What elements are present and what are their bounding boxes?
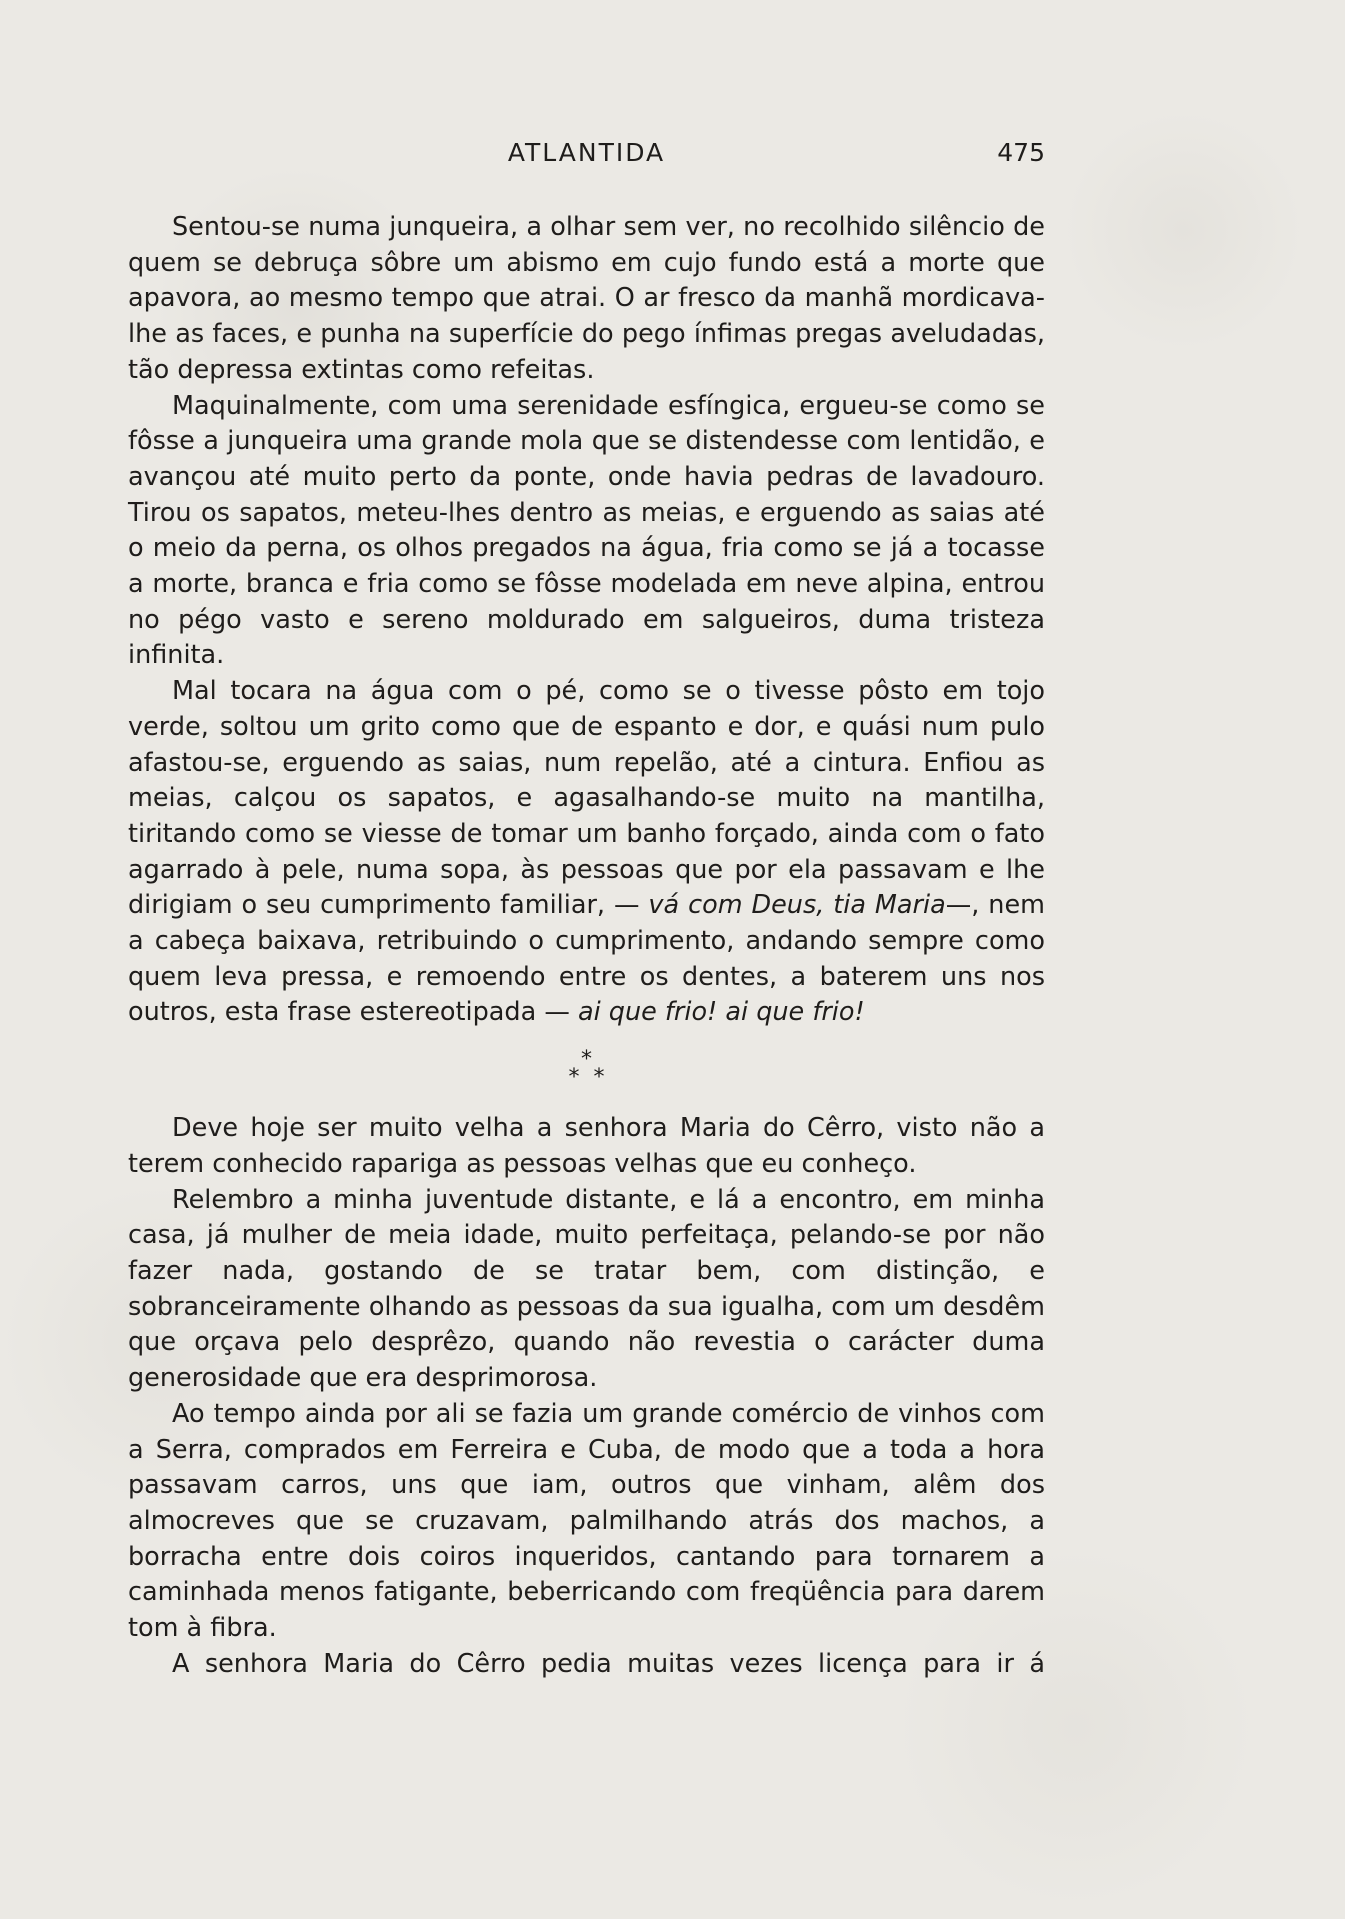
paragraph-6: Ao tempo ainda por ali se fazia um grande comércio de vinhos com a Serra, comprados em Ferreira e Cuba, de modo que a toda a hora passavam carros, uns que iam, outros que vinham, alêm dos almocreves que se cruzavam, palmilhando atrás dos machos, a borracha entre dois coiros inqueridos, cantando para tornarem a caminhada menos fatigante, beberricando com freqüência para darem tom à fibra. (128, 1398, 1045, 1644)
page-number: 475 (997, 138, 1045, 167)
paragraph-3-italic-phrase: ai que frio! ai que frio! (577, 997, 865, 1028)
paragraph-5: Relembro a minha juventude distante, e lá a encontro, em minha casa, já mulher de meia idade, muito perfeitaça, pelando-se por não fazer nada, gostando de se tratar bem, com distinção, e sobranceiramente olhando as pessoas da sua igualha, com um desdêm que orçava pelo desprêzo, quando não revestia o carácter duma generosidade que era desprimorosa. (128, 1184, 1045, 1394)
paragraph-4: Deve hoje ser muito velha a senhora Maria do Cêrro, visto não a terem conhecido rapariga as pessoas velhas que eu conheço. (128, 1113, 1045, 1179)
running-header (128, 138, 1045, 178)
paragraph-2: Maquinalmente, com uma serenidade esfíngica, ergueu-se como se fôsse a junqueira uma grande mola que se distendesse com lentidão, e avançou até muito perto da ponte, onde havia pedras de lavadouro. Tirou os sapatos, meteu-lhes dentro as meias, e erguendo as saias até o meio da perna, os olhos pregados na água, fria como se já a tocasse a morte, branca e fria como se fôsse modelada em neve alpina, entrou no pégo vasto e sereno moldurado em salgueiros, duma tristeza infinita. (128, 390, 1045, 671)
paragraph-3-text-a: Mal tocara na água com o pé, como se o tivesse pôsto em tojo verde, soltou um grito como que de espanto e dor, e quási num pulo afastou-se, erguendo as saias, num repelão, até a cintura. Enfiou as meias, calçou os sapatos, e agasalhando-se muito na mantilha, tiritando como se viesse de tomar um banho forçado, ainda com o fato agarrado à pele, numa sopa, às pessoas que por ela passavam e lhe dirigiam o seu cumprimento familiar, — (128, 676, 1045, 921)
body-text (128, 210, 1045, 1682)
running-title: ATLANTIDA (507, 138, 666, 167)
paragraph-1: Sentou-se numa junqueira, a olhar sem ver, no recolhido silêncio de quem se debruça sôbre um abismo em cujo fundo está a morte que apavora, ao mesmo tempo que atrai. O ar fresco da manhã mordicava-lhe as faces, e punha na superfície do pego ínfimas pregas aveludadas, tão depressa extintas como refeitas. (128, 212, 1045, 385)
paragraph-7: A senhora Maria do Cêrro pedia muitas vezes licença para ir á (172, 1648, 1045, 1679)
paragraph-3-text-b: —, nem a cabeça baixava, retribuindo o cumprimento, andando sempre como quem leva pressa, e remoendo entre os dentes, a baterem uns nos outros, esta frase estereotipada — (128, 890, 1045, 1028)
paragraph-3 (128, 674, 1045, 1031)
separator-asterisk-top: * (581, 1047, 592, 1073)
separator-asterisks-bottom: ** (568, 1065, 619, 1091)
section-separator (128, 1035, 1045, 1105)
paragraph-3-italic-greeting: vá com Deus, tia Maria (648, 890, 946, 921)
